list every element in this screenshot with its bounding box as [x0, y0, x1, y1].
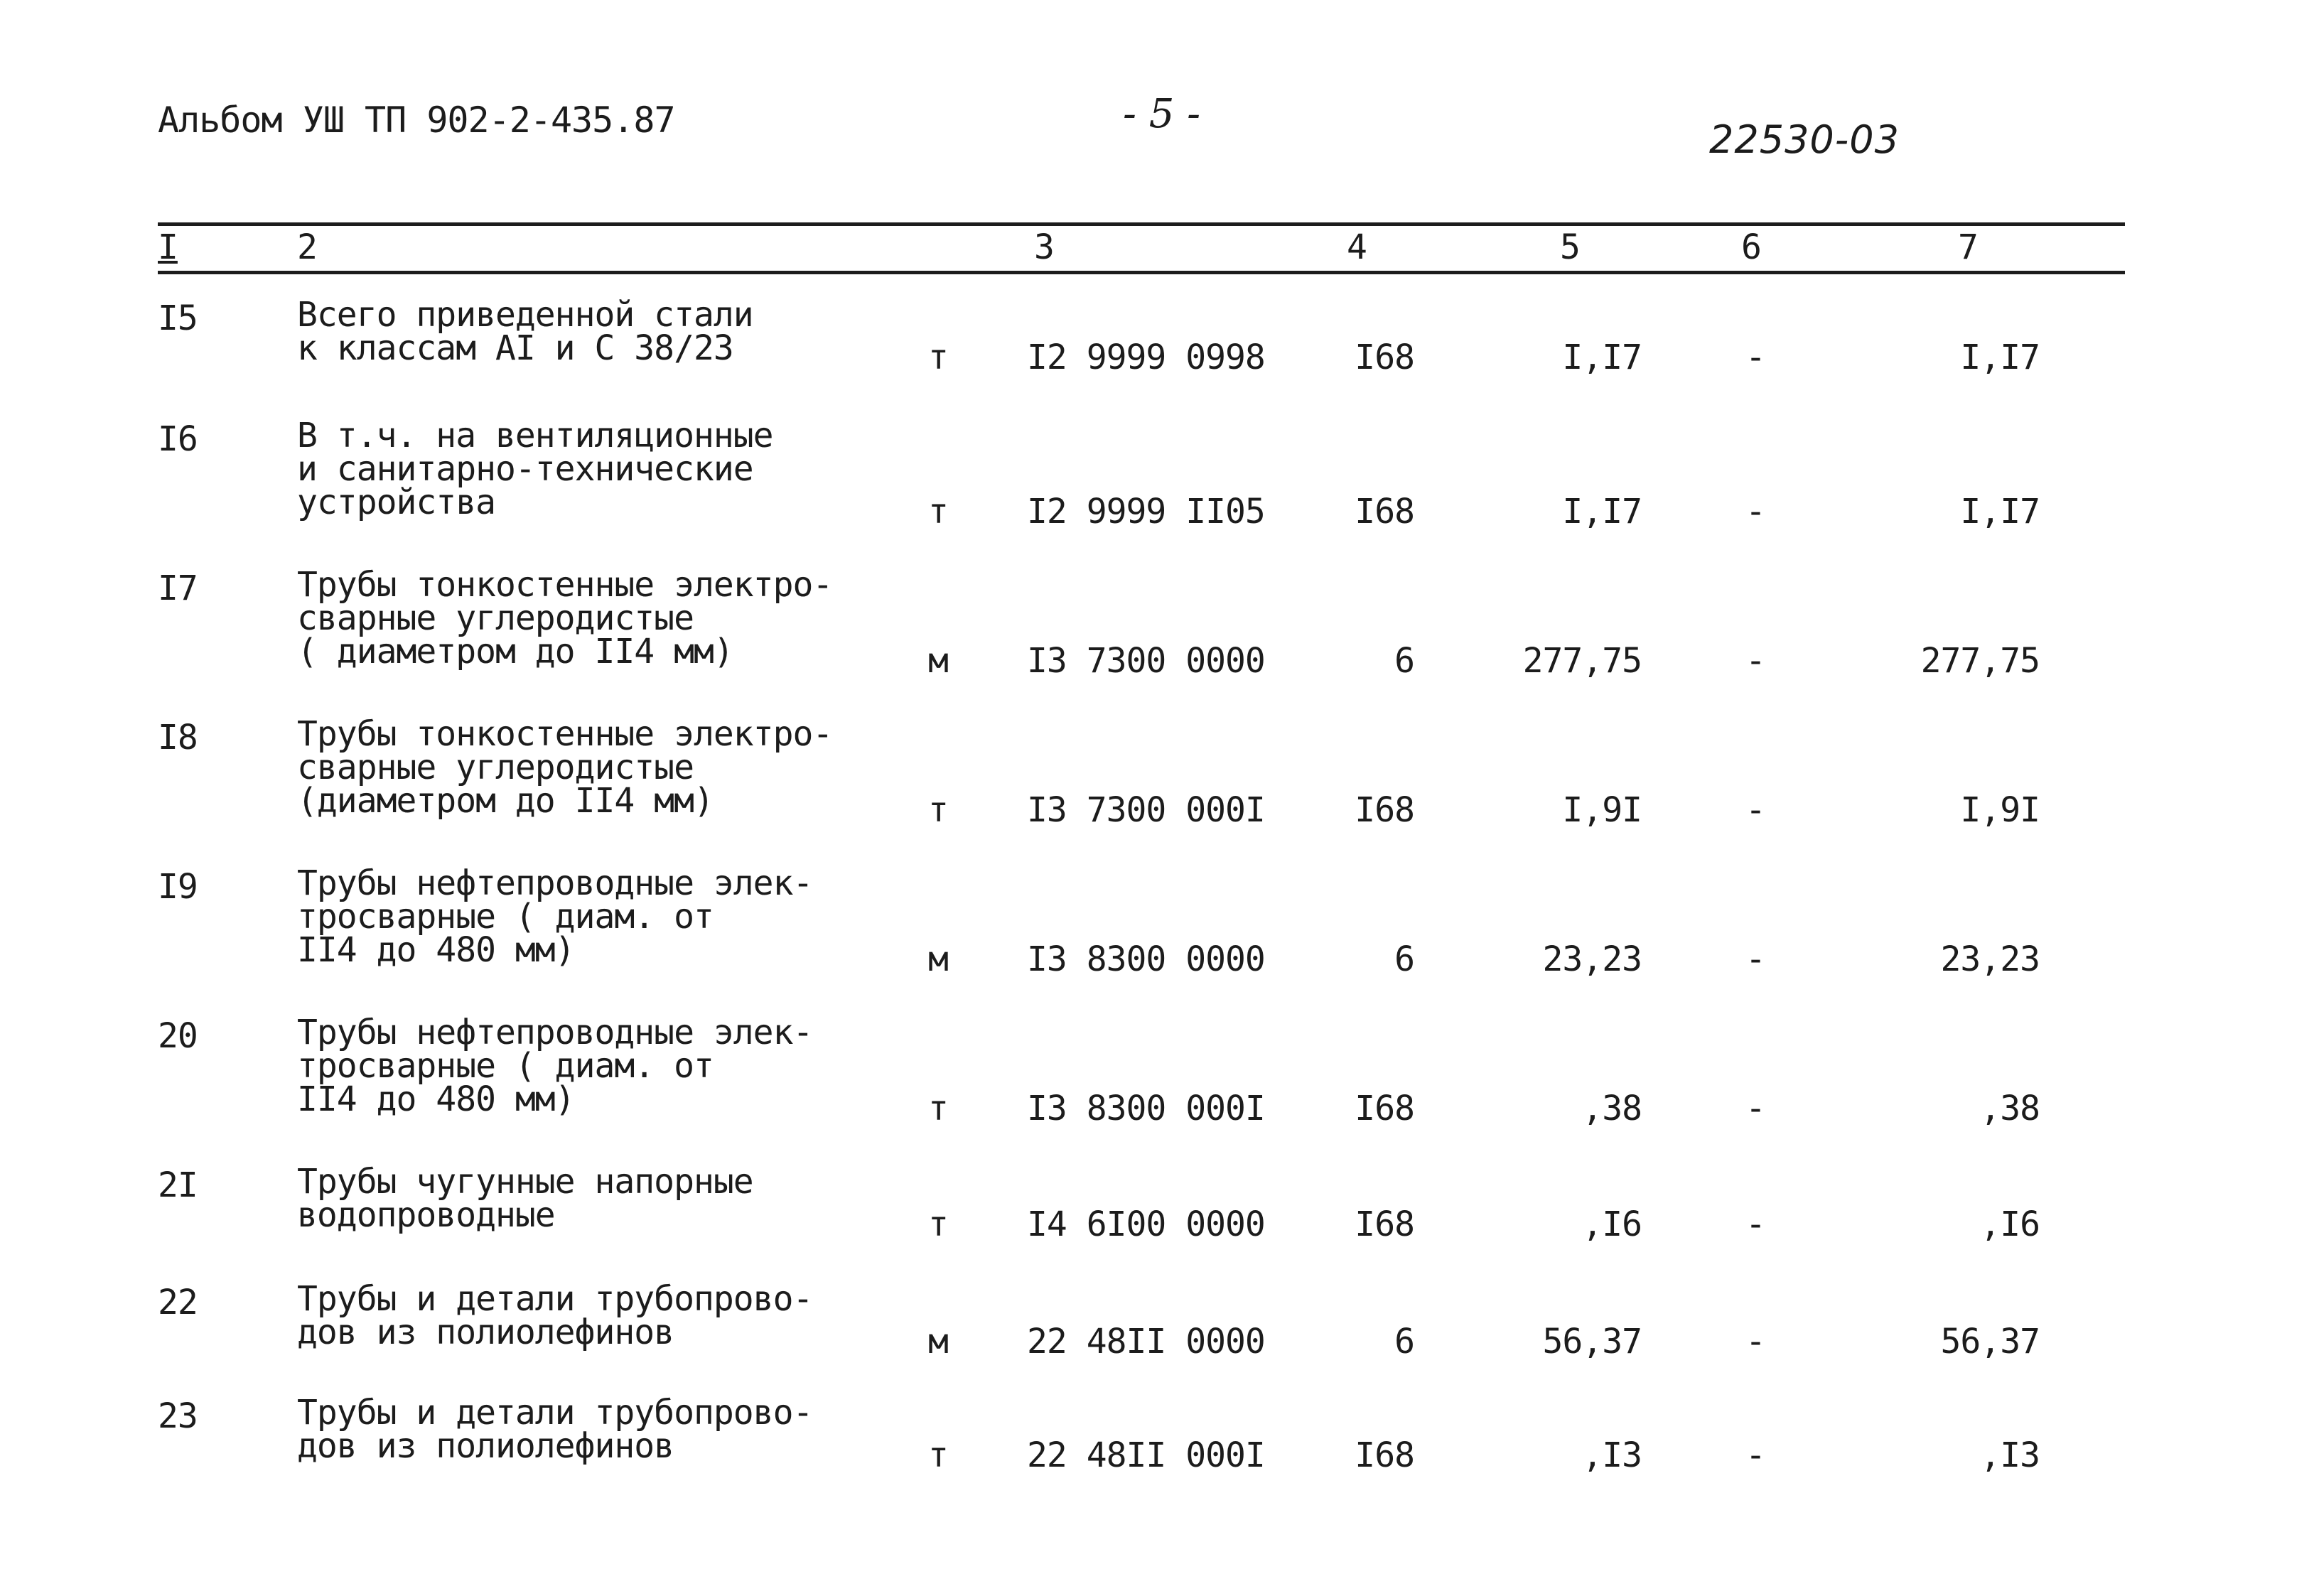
material-name: Трубы нефтепроводные элек- тросварные ( диам. от II4 до 480 мм) — [297, 863, 813, 970]
column-number-4: 4 — [1347, 227, 1367, 267]
column-7-value: ,I6 — [1980, 1204, 2040, 1244]
table-row — [0, 1013, 2309, 1158]
column-6-value: - — [1745, 1204, 1765, 1244]
column-5-value: 56,37 — [1542, 1322, 1642, 1362]
document-code: 22530-03 — [1709, 117, 1900, 162]
product-code: I3 8300 000I — [1027, 1089, 1265, 1128]
table-header-rule — [158, 271, 2125, 274]
unit-of-measure: м — [928, 939, 948, 979]
table-row — [0, 714, 2309, 860]
column-5-value: ,I6 — [1582, 1204, 1642, 1244]
column-4-value: I68 — [1355, 1435, 1414, 1475]
material-name: Трубы нефтепроводные элек- тросварные ( диам. от II4 до 480 мм) — [297, 1013, 813, 1119]
column-7-value: ,38 — [1980, 1089, 2040, 1128]
product-code: I4 6I00 0000 — [1027, 1204, 1265, 1244]
product-code: I3 7300 0000 — [1027, 641, 1265, 681]
column-6-value: - — [1745, 641, 1765, 681]
table-row — [0, 565, 2309, 711]
column-4-value: I68 — [1355, 1204, 1414, 1244]
material-name: Трубы и детали трубопрово- дов из полиолефинов — [297, 1393, 813, 1466]
row-number: 22 — [158, 1283, 198, 1322]
column-number-1: I — [158, 227, 178, 267]
material-name: Трубы тонкостенные электро- сварные углеродистые ( диаметром до II4 мм) — [297, 565, 833, 672]
column-4-value: I68 — [1355, 790, 1414, 830]
product-code: I3 7300 000I — [1027, 790, 1265, 830]
column-number-7: 7 — [1958, 227, 1978, 267]
column-number-6: 6 — [1741, 227, 1761, 267]
unit-of-measure: т — [928, 1204, 948, 1244]
product-code: 22 48II 0000 — [1027, 1322, 1265, 1362]
column-6-value: - — [1745, 790, 1765, 830]
column-4-value: I68 — [1355, 1089, 1414, 1128]
column-7-value: I,9I — [1960, 790, 2040, 830]
column-5-value: I,I7 — [1562, 338, 1642, 377]
column-number-5: 5 — [1560, 227, 1580, 267]
row-number: 20 — [158, 1016, 198, 1056]
column-7-value: 56,37 — [1940, 1322, 2040, 1362]
table-row — [0, 863, 2309, 1009]
column-number-3: 3 — [1034, 227, 1054, 267]
column-7-value: I,I7 — [1960, 492, 2040, 532]
row-number: 23 — [158, 1396, 198, 1436]
column-7-value: 23,23 — [1940, 939, 2040, 979]
table-top-rule — [158, 222, 2125, 226]
unit-of-measure: м — [928, 1322, 948, 1362]
material-name: Трубы тонкостенные электро- сварные углеродистые (диаметром до II4 мм) — [297, 714, 833, 821]
column-5-value: 23,23 — [1542, 939, 1642, 979]
unit-of-measure: т — [928, 790, 948, 830]
row-number: I5 — [158, 298, 198, 338]
material-name: Трубы чугунные напорные водопроводные — [297, 1162, 753, 1235]
page-number: - 5 - — [1123, 91, 1201, 137]
product-code: 22 48II 000I — [1027, 1435, 1265, 1475]
column-6-value: - — [1745, 492, 1765, 532]
column-6-value: - — [1745, 1089, 1765, 1128]
product-code: I2 9999 II05 — [1027, 492, 1265, 532]
column-4-value: 6 — [1394, 939, 1414, 979]
column-5-value: ,38 — [1582, 1089, 1642, 1128]
unit-of-measure: т — [928, 492, 948, 532]
column-4-value: I68 — [1355, 338, 1414, 377]
column-6-value: - — [1745, 939, 1765, 979]
row-number: I9 — [158, 867, 198, 907]
column-6-value: - — [1745, 1435, 1765, 1475]
material-name: Трубы и детали трубопрово- дов из полиолефинов — [297, 1279, 813, 1352]
unit-of-measure: м — [928, 641, 948, 681]
column-4-value: 6 — [1394, 641, 1414, 681]
row-number: I8 — [158, 718, 198, 757]
column-7-value: I,I7 — [1960, 338, 2040, 377]
column-6-value: - — [1745, 1322, 1765, 1362]
unit-of-measure: т — [928, 1435, 948, 1475]
unit-of-measure: т — [928, 1089, 948, 1128]
column-7-value: 277,75 — [1920, 641, 2040, 681]
column-7-value: ,I3 — [1980, 1435, 2040, 1475]
unit-of-measure: т — [928, 338, 948, 377]
material-name: В т.ч. на вентиляционные и санитарно-технические устройства — [297, 416, 773, 522]
row-number: I6 — [158, 419, 198, 459]
column-4-value: 6 — [1394, 1322, 1414, 1362]
material-name: Всего приведенной стали к классам AI и C 38/23 — [297, 295, 753, 368]
product-code: I3 8300 0000 — [1027, 939, 1265, 979]
product-code: I2 9999 0998 — [1027, 338, 1265, 377]
column-6-value: - — [1745, 338, 1765, 377]
column-number-2: 2 — [297, 227, 317, 267]
column-5-value: ,I3 — [1582, 1435, 1642, 1475]
column-5-value: I,9I — [1562, 790, 1642, 830]
table-row — [0, 1393, 2309, 1538]
column-5-value: I,I7 — [1562, 492, 1642, 532]
column-5-value: 277,75 — [1522, 641, 1642, 681]
header-album-title: Альбом УШ ТП 902-2-435.87 — [158, 99, 675, 141]
column-4-value: I68 — [1355, 492, 1414, 532]
row-number: 2I — [158, 1165, 198, 1205]
table-row — [0, 416, 2309, 561]
row-number: I7 — [158, 568, 198, 608]
